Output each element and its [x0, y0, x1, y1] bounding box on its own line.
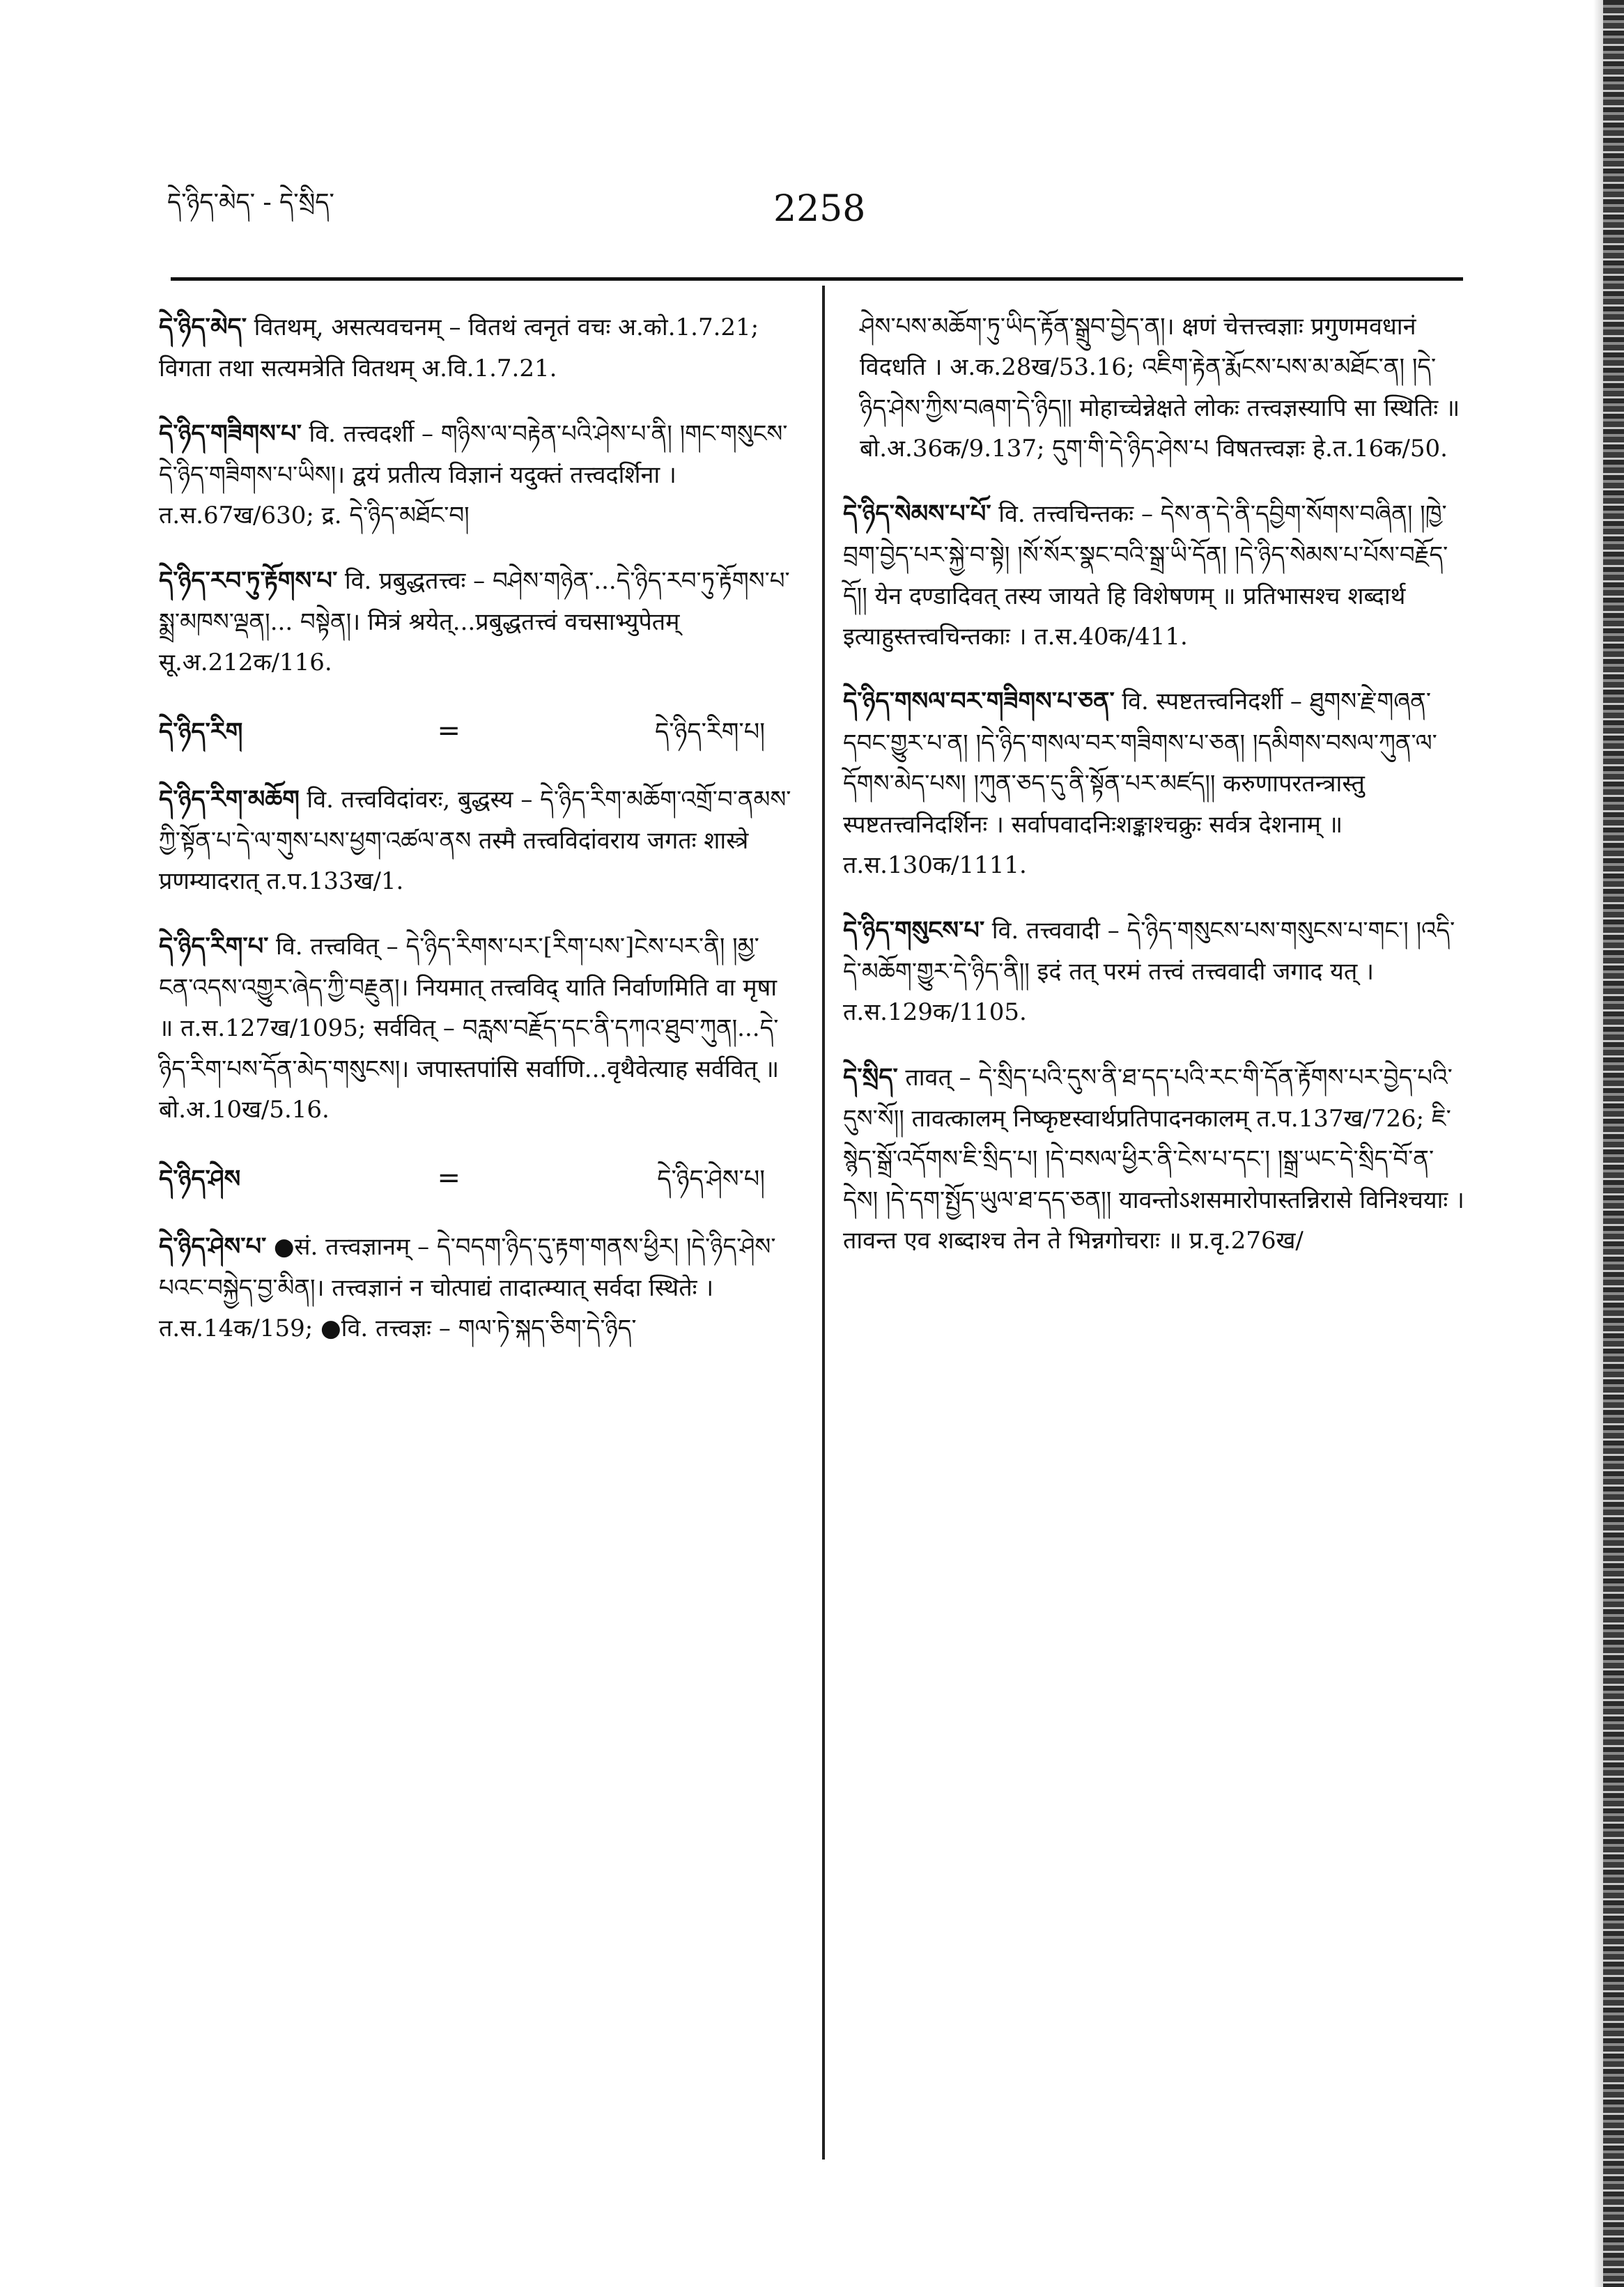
- cross-reference-entry: [159, 707, 793, 755]
- entry-headword: དེ་ཉིད་གཟིགས་པ་: [159, 419, 302, 448]
- entry-text: वि. तत्त्वचिन्तकः – དེས་ན་དེ་ནི་དབྱིག་སོགས་བཞིན། །ཁྱེ་བྲག་བྱེད་པར་སྐྱེ་བ་སྟེ། །སོ་སོར་སྣང་བའི་སྒྲ་ཡི་དོན། །དེ་ཉིད་སེམས་པ་པོས་བརྗོད་དོ།། येन दण्डादिवत् तस्य जायते हि विशेषणम् ॥ प्रतिभासश्च शब्दार्थ इत्याहुस्तत्त्वचिन्तकाः । त.स.40क/411.: [843, 499, 1448, 651]
- entry-text: वितथम्, असत्यवचनम् – वितथं त्वनृतं वचः अ.को.1.7.21; विगता तथा सत्यमत्रेति वितथम् अ.वि.1.7.21.: [159, 313, 759, 383]
- entry-headword: དེ་ཉིད་གསུངས་པ་: [843, 916, 985, 945]
- cross-reference-entry: [159, 1154, 793, 1202]
- entry-headword: དེ་ཉིད་གསལ་བར་གཟིགས་པ་ཅན་: [843, 688, 1115, 716]
- entry-headword: དེ་སྲིད་: [843, 1063, 898, 1092]
- entry-text: वि. स्पष्टतत्त्वनिदर्शी – ཐུགས་རྗེ་གཞན་དབང་གྱུར་པ་ན། །དེ་ཉིད་གསལ་བར་གཟིགས་པ་ཅན། །དམིགས་བསལ་ཀུན་ལ་དོགས་མེད་པས། །ཀུན་ཅད་དུ་ནི་སྟོན་པར་མཛད།། करुणापरतन्त्रास्तु स्पष्टतत्त्वनिदर्शिनः । सर्वापवादनिःशङ्काश्चक्रुः सर्वत्र देशनाम् ॥ त.स.130क/1111.: [843, 688, 1437, 880]
- cross-reference-target: དེ་ཉིད་ཤེས་པ།: [657, 1165, 765, 1193]
- entry-headword: དེ་ཉིད་ཤེས་པ་: [159, 1232, 267, 1261]
- entry-headword: དེ་ཉིད་མེད་: [159, 313, 247, 341]
- dictionary-entry: [159, 926, 793, 1131]
- entry-headword: དེ་ཉིད་རིག: [159, 718, 243, 746]
- scan-edge-strip: [1603, 0, 1624, 2287]
- right-column: [843, 307, 1467, 1285]
- entry-text: वि. तत्त्ववित् – དེ་ཉིད་རིགས་པར་[རིག་པས་]ངེས་པར་ནི། །མྱ་ངན་འདས་འགྱུར་ཞེད་ཀྱི་བརྗུན།। नियमात् तत्त्वविद् याति निर्वाणमिति वा मृषा ॥ त.स.127ख/1095; सर्ववित् – བརླས་བརྗོད་དང་ནི་དཀའ་ཐུབ་ཀུན།...དེ་ཉིད་རིག་པས་དོན་མེད་གསུངས།। जपास्तपांसि सर्वाणि...वृथैवेत्याह सर्ववित् ॥ बो.अ.10ख/5.16.: [159, 932, 780, 1124]
- entry-text: तावत् – དེ་སྲིད་པའི་དུས་ནི་ཐ་དད་པའི་རང་གི་དོན་རྟོགས་པར་བྱེད་པའི་དུས་སོ།། तावत्कालम् निष्कृष्टस्वार्थप्रतिपादनकालम् त.प.137ख/726; ཇི་སྙེད་སྒྲོ་འདོགས་ཇི་སྲིད་པ། །དེ་བསལ་ཕྱིར་ནི་ངེས་པ་དང་། །སྒྲ་ཡང་དེ་སྲིད་བོ་ན་དེས། །དེ་དག་སྤྱོད་ཡུལ་ཐ་དད་ཅན།། यावन्तोऽशसमारोपास्तन्निरासे विनिश्चयाः । तावन्त एव शब्दाश्च तेन ते भिन्नगोचराः ॥ प्र.वृ.276ख/: [843, 1063, 1464, 1255]
- scan-edge-shadow: [1593, 0, 1603, 2287]
- column-divider: [822, 286, 825, 2160]
- running-title: དེ་ཉིད་མེད་ - དེ་སྲིད་: [167, 189, 334, 217]
- entry-text: ●सं. तत्त्वज्ञानम् – དེ་བདག་ཉིད་དུ་རྟག་གནས་ཕྱིར། །དེ་ཉིད་ཤེས་པའང་བསྐྱེད་བྱ་མིན།। तत्त्वज्ञानं न चोत्पाद्यं तादात्म्यात् सर्वदा स्थितेः । त.स.14क/159; ●वि. तत्त्वज्ञः – གལ་ཏེ་སྐད་ཅིག་དེ་ཉིད་: [159, 1232, 776, 1343]
- dictionary-entry: [159, 307, 793, 389]
- entry-headword: དེ་ཉིད་རིག་མཆོག: [159, 785, 300, 814]
- equals-sign: =: [437, 1161, 461, 1194]
- entry-headword: དེ་ཉིད་ཤེས: [159, 1165, 241, 1193]
- dictionary-entry: [843, 1057, 1467, 1262]
- page-header: [167, 188, 1491, 244]
- entry-text: वि. तत्त्ववादी – དེ་ཉིད་གསུངས་པས་གསུངས་པ་གང་། །འདི་དེ་མཆོག་གྱུར་དེ་ཉིད་ནི།། इदं तत् परमं तत्त्वं तत्त्ववादी जगाद यत् । त.स.129क/1105.: [843, 916, 1455, 1027]
- dictionary-entry: [159, 779, 793, 902]
- dictionary-entry: [843, 910, 1467, 1033]
- left-column: [159, 307, 793, 1373]
- equals-sign: =: [437, 714, 461, 747]
- dictionary-entry: [843, 681, 1467, 885]
- entry-text: ཤེས་པས་མཆོག་ཏུ་ཡིད་རྟོན་སྒྲུབ་བྱེད་ན།। क्षणं चेत्तत्त्वज्ञाः प्रगुणमवधानं विदधति । अ.क.28ख/53.16; འཇིག་རྟེན་རྨོངས་པས་མ་མཐོང་ན། །དེ་ཉིད་ཤེས་ཀྱིས་བཞག་དེ་ཉིད།། मोहाच्चेन्नेक्षते लोकः तत्त्वज्ञस्यापि सा स्थितिः ॥ बो.अ.36क/9.137; དུག་གི་དེ་ཉིད་ཤེས་པ विषतत्त्वज्ञः हे.त.16क/50.: [860, 313, 1460, 463]
- dictionary-entry: [159, 560, 793, 683]
- dictionary-entry: [159, 1226, 793, 1349]
- dictionary-entry: [843, 493, 1467, 658]
- cross-reference-target: དེ་ཉིད་རིག་པ།: [655, 718, 765, 746]
- page-number: 2258: [773, 188, 866, 230]
- entry-text: वि. तत्त्वदर्शी – གཉིས་ལ་བརྟེན་པའི་ཤེས་པ་ནི། །གང་གསུངས་དེ་ཉིད་གཟིགས་པ་ཡིས།। द्वयं प्रतीत्य विज्ञानं यदुक्तं तत्त्वदर्शिना । त.स.67ख/630; द्र. དེ་ཉིད་མཐོང་བ།: [159, 419, 788, 530]
- header-rule: [171, 277, 1463, 281]
- entry-headword: དེ་ཉིད་རབ་ཏུ་རྟོགས་པ་: [159, 566, 338, 595]
- entry-headword: དེ་ཉིད་རིག་པ་: [159, 932, 269, 961]
- entry-text: वि. तत्त्वविदांवरः, बुद्धस्य – དེ་ཉིད་རིག་མཆོག་འགྲོ་བ་ནམས་ཀྱི་སྟོན་པ་དེ་ལ་གུས་པས་ཕྱག་འཚལ་ནས तस्मै तत्त्वविदांवराय जगतः शास्त्रे प्रणम्यादरात् त.प.133ख/1.: [159, 785, 791, 896]
- entry-text: वि. प्रबुद्धतत्त्वः – བཤེས་གཉེན་...དེ་ཉིད་རབ་ཏུ་རྟོགས་པ་སྨྲ་མཁས་ལྡན།... བསྟེན།। मित्रं श्रयेत्...प्रबुद्धतत्त्वं वचसाभ्युपेतम् सू.अ.212क/116.: [159, 566, 790, 677]
- dictionary-entry: [159, 413, 793, 536]
- entry-headword: དེ་ཉིད་སེམས་པ་པོ་: [843, 499, 991, 528]
- continued-entry: [843, 307, 1467, 470]
